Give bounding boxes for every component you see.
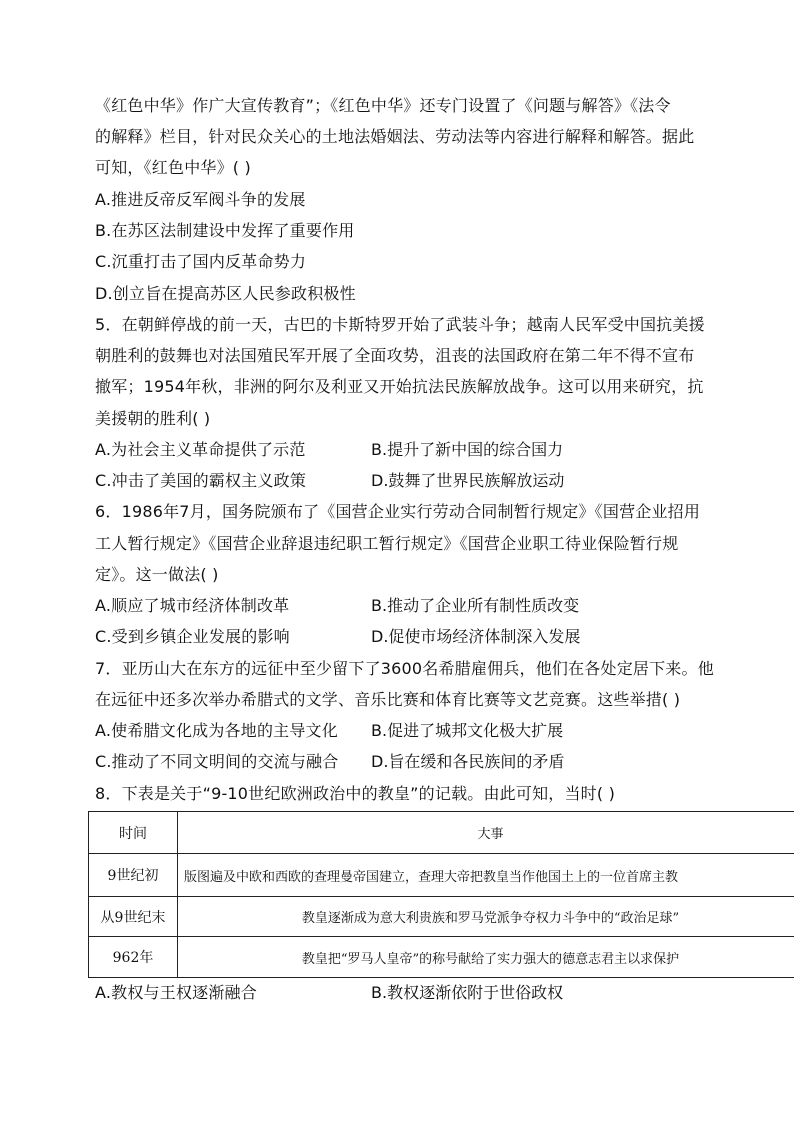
table-header-time: 时间 (89, 812, 178, 854)
q6-option-a: A.顺应了城市经济体制改革 (95, 596, 290, 615)
q5-stem-line-4: 美援朝的胜利( ) (95, 409, 211, 428)
q4-option-a: A.推进反帝反军阀斗争的发展 (95, 190, 306, 209)
q5-option-d: D.鼓舞了世界民族解放运动 (371, 471, 565, 490)
q8-events-table (88, 811, 794, 978)
table-header-event: 大事 (178, 812, 794, 854)
q8-option-a: A.教权与王权逐渐融合 (95, 983, 257, 1002)
q4-option-d: D.创立旨在提高苏区人民参政积极性 (95, 284, 356, 303)
q5-stem-line-1: 5．在朝鲜停战的前一天，古巴的卡斯特罗开始了武装斗争；越南人民军受中国抗美援 (95, 315, 705, 334)
q8-stem: 8．下表是关于“9-10世纪欧洲政治中的教皇”的记载。由此可知，当时( ) (95, 784, 616, 803)
q4-stem-line-3: 可知，《红色中华》( ) (95, 158, 251, 177)
q5-option-b: B.提升了新中国的综合国力 (371, 440, 564, 459)
table-cell-event: 版图遍及中欧和西欧的查理曼帝国建立，查理大帝把教皇当作他国土上的一位首席主教 (178, 854, 794, 897)
table-cell-event: 教皇把“罗马人皇帝”的称号献给了实力强大的德意志君主以求保护 (178, 937, 794, 978)
q6-option-c: C.受到乡镇企业发展的影响 (95, 627, 290, 646)
q6-option-b: B.推动了企业所有制性质改变 (371, 596, 580, 615)
q6-stem-line-1: 6．1986年7月，国务院颁布了《国营企业实行劳动合同制暂行规定》《国营企业招用 (95, 502, 701, 521)
q6-stem-line-2: 工人暂行规定》《国营企业辞退违纪职工暂行规定》《国营企业职工待业保险暂行规 (95, 534, 679, 553)
table-row (89, 854, 794, 897)
q4-option-c: C.沉重打击了国内反革命势力 (95, 252, 307, 271)
table-row (89, 937, 794, 978)
table-cell-time: 962年 (89, 937, 178, 978)
q7-stem-line-1: 7．亚历山大在东方的远征中至少留下了3600名希腊雇佣兵，他们在各处定居下来。他 (95, 659, 714, 678)
q4-stem-line-2: 的解释》栏目，针对民众关心的土地法婚姻法、劳动法等内容进行解释和解答。据此 (95, 127, 695, 146)
q4-stem-line-1: 《红色中华》作广大宣传教育”；《红色中华》还专门设置了《问题与解答》《法令 (95, 96, 671, 115)
q8-option-b: B.教权逐渐依附于世俗政权 (371, 983, 564, 1002)
q6-stem-line-3: 定》。这一做法( ) (95, 565, 219, 584)
q7-option-d: D.旨在缓和各民族间的矛盾 (371, 752, 565, 771)
q5-option-c: C.冲击了美国的霸权主义政策 (95, 471, 307, 490)
q7-option-c: C.推动了不同文明间的交流与融合 (95, 752, 339, 771)
q5-option-a: A.为社会主义革命提供了示范 (95, 440, 306, 459)
q7-stem-line-2: 在远征中还多次举办希腊式的文学、音乐比赛和体育比赛等文艺竞赛。这些举措( ) (95, 690, 681, 709)
q5-stem-line-3: 撤军；1954年秋，非洲的阿尔及利亚又开始抗法民族解放战争。这可以用来研究，抗 (95, 377, 704, 396)
q6-option-d: D.促使市场经济体制深入发展 (371, 627, 581, 646)
q7-option-a: A.使希腊文化成为各地的主导文化 (95, 721, 338, 740)
table-cell-time: 从9世纪末 (89, 897, 178, 937)
table-cell-time: 9世纪初 (89, 854, 178, 897)
table-row (89, 897, 794, 937)
table-header-row (89, 812, 794, 854)
q4-option-b: B.在苏区法制建设中发挥了重要作用 (95, 221, 355, 240)
q7-option-b: B.促进了城邦文化极大扩展 (371, 721, 564, 740)
q5-stem-line-2: 朝胜利的鼓舞也对法国殖民军开展了全面攻势，沮丧的法国政府在第二年不得不宣布 (95, 346, 695, 365)
table-cell-event: 教皇逐渐成为意大利贵族和罗马党派争夺权力斗争中的“政治足球” (178, 897, 794, 937)
